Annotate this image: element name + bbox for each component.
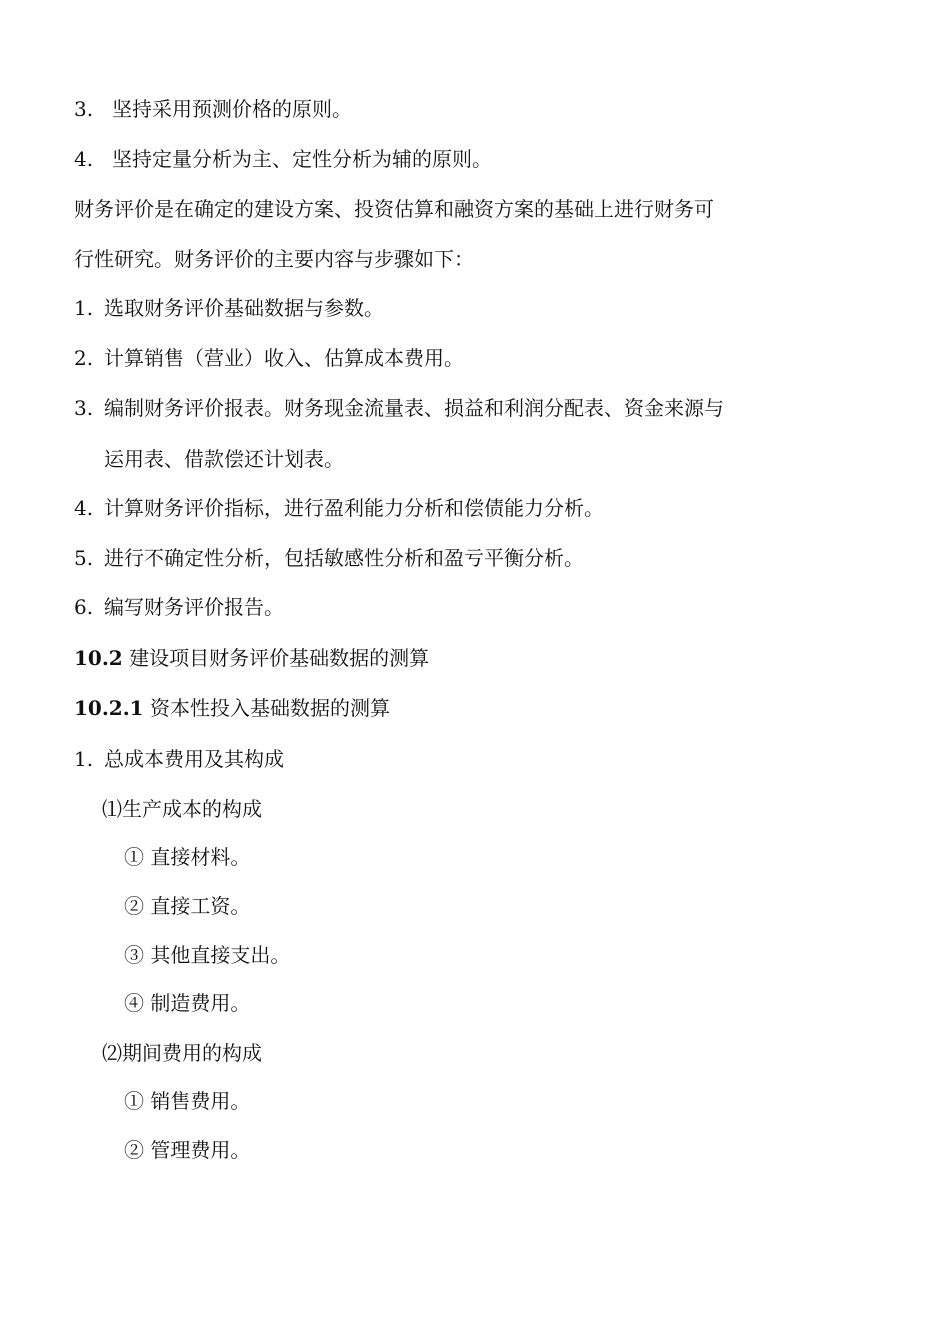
subsection-heading: 10.2.1 资本性投入基础数据的测算 — [74, 696, 390, 720]
step-item: 1. 选取财务评价基础数据与参数。 — [74, 296, 384, 320]
list-item: ② 管理费用。 — [124, 1138, 251, 1162]
principle-item: 4. 坚持定量分析为主、定性分析为辅的原则。 — [74, 147, 492, 171]
list-item: ④ 制造费用。 — [124, 991, 251, 1015]
step-item: 5. 进行不确定性分析，包括敏感性分析和盈亏平衡分析。 — [74, 546, 584, 570]
section-heading: 10.2 建设项目财务评价基础数据的测算 — [74, 646, 430, 670]
step-item-continuation: 运用表、借款偿还计划表。 — [104, 447, 344, 471]
intro-line: 行性研究。财务评价的主要内容与步骤如下： — [74, 247, 474, 271]
list-item: ① 直接材料。 — [124, 845, 251, 869]
principle-item: 3. 坚持采用预测价格的原则。 — [74, 97, 352, 121]
step-item: 4. 计算财务评价指标，进行盈利能力分析和偿债能力分析。 — [74, 496, 604, 520]
cost-title: 1. 总成本费用及其构成 — [74, 747, 284, 771]
list-item: ③ 其他直接支出。 — [124, 943, 291, 967]
step-item: 6. 编写财务评价报告。 — [74, 595, 284, 619]
list-item: ② 直接工资。 — [124, 894, 251, 918]
sub-heading: ⑵期间费用的构成 — [102, 1041, 262, 1065]
list-item: ① 销售费用。 — [124, 1089, 251, 1113]
step-item: 2. 计算销售（营业）收入、估算成本费用。 — [74, 346, 464, 370]
intro-line: 财务评价是在确定的建设方案、投资估算和融资方案的基础上进行财务可 — [74, 197, 714, 221]
sub-heading: ⑴生产成本的构成 — [102, 797, 262, 821]
step-item: 3. 编制财务评价报表。财务现金流量表、损益和利润分配表、资金来源与 — [74, 396, 724, 420]
